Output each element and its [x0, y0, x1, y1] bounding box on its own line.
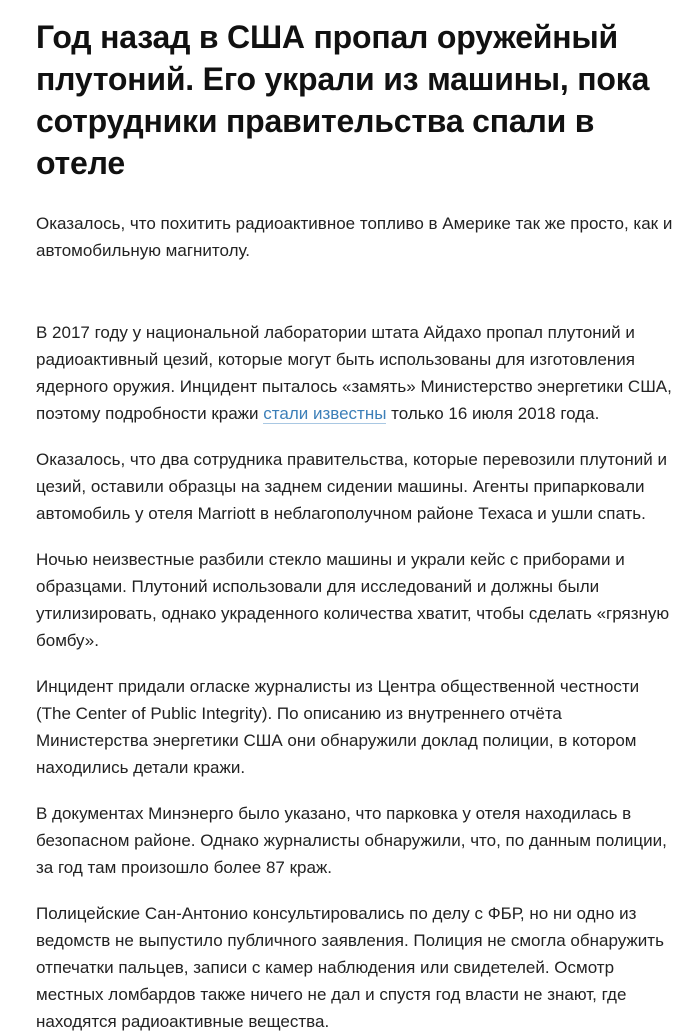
paragraph-1-text-before: В 2017 году у национальной лаборатории штата Айдахо пропал плутоний и радиоактивный цезий, которые могут быть использованы для изготовления ядерного оружия. Инцидент пыталось «замять» Министерство энергетики США, поэтому подробности кражи — [36, 323, 672, 423]
article-title: Год назад в США пропал оружейный плутоний. Его украли из машины, пока сотрудники правительства спали в отеле — [36, 19, 650, 181]
paragraph-4: Инцидент придали огласке журналисты из Центра общественной честности (The Center of Public Integrity). По описанию из внутреннего отчёта Министерства энергетики США они обнаружили доклад полиции, в котором находились детали кражи. — [36, 677, 640, 777]
article-body — [36, 319, 676, 1035]
source-link[interactable]: стали известны — [263, 404, 387, 423]
paragraph-6: Полицейские Сан-Антонио консультировались по делу с ФБР, но ни одно из ведомств не выпустило публичного заявления. Полиция не смогла обнаружить отпечатки пальцев, записи с камер наблюдения или свидетелей. Осмотр местных ломбардов также ничего не дал и спустя год власти не знают, где находятся радиоактивные вещества. — [36, 904, 664, 1031]
paragraph-5: В документах Минэнерго было указано, что парковка у отеля находилась в безопасном районе. Однако журналисты обнаружили, что, по данным полиции, за год там произошло более 87 краж. — [36, 804, 667, 877]
paragraph-2: Оказалось, что два сотрудника правительства, которые перевозили плутоний и цезий, оставили образцы на заднем сидении машины. Агенты припарковали автомобиль у отеля Marriott в неблагополучном районе Техаса и ушли спать. — [36, 450, 667, 523]
paragraph-3: Ночью неизвестные разбили стекло машины и украли кейс с приборами и образцами. Плутоний использовали для исследований и должны были утилизировать, однако украденного количества хватит, чтобы сделать «грязную бомбу». — [36, 550, 670, 650]
article-lead: Оказалось, что похитить радиоактивное топливо в Америке так же просто, как и автомобильную магнитолу. — [36, 214, 673, 260]
paragraph-1-text-after: только 16 июля 2018 года. — [386, 404, 600, 423]
paragraph-1 — [36, 319, 676, 427]
